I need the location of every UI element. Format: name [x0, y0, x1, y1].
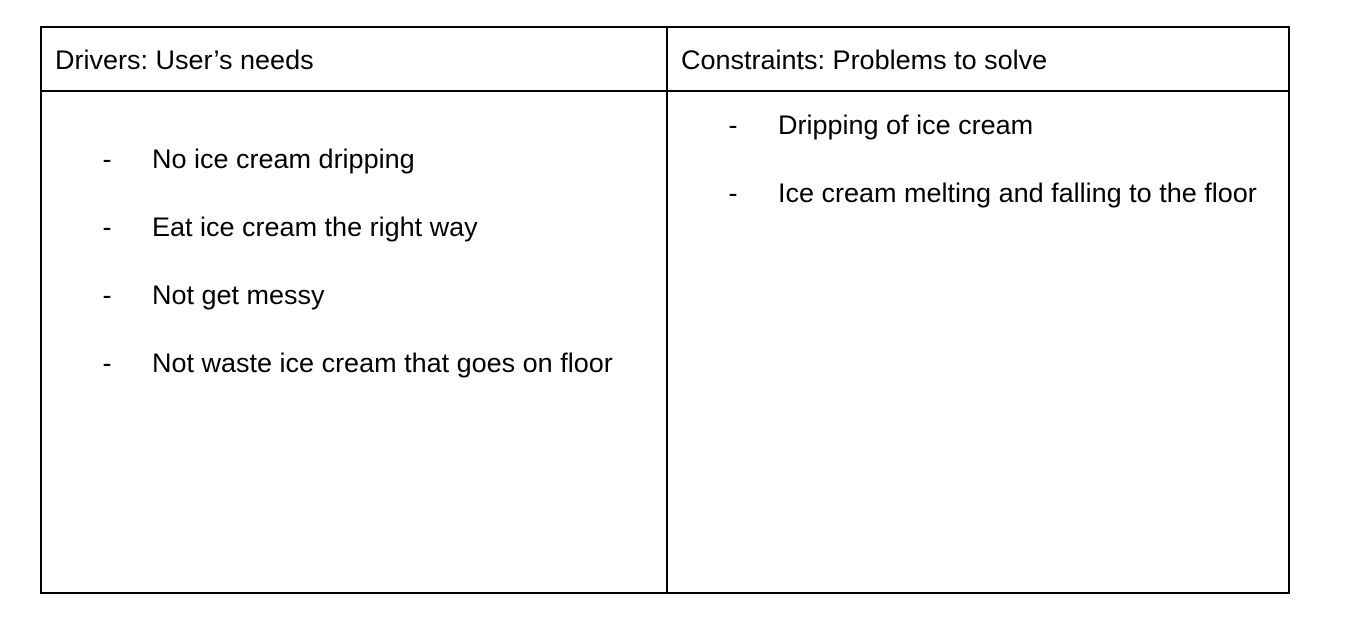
requirements-table	[40, 26, 1290, 594]
list-item-text: Not get messy	[152, 280, 325, 310]
bullet-dash: -	[102, 280, 112, 310]
bullet-dash: -	[102, 212, 112, 242]
list-item	[42, 210, 666, 244]
bullet-dash: -	[102, 348, 112, 378]
constraints-list	[668, 108, 1288, 244]
constraints-body-cell	[668, 92, 1288, 592]
list-item-text: Ice cream melting and falling to the floor	[778, 178, 1257, 208]
bullet-dash: -	[102, 144, 112, 174]
list-item-text: Dripping of ice cream	[778, 110, 1034, 140]
drivers-header: Drivers: User’s needs	[55, 44, 314, 75]
constraints-header-cell	[668, 28, 1288, 92]
list-item	[668, 108, 1288, 142]
list-item	[42, 278, 666, 312]
bullet-dash: -	[728, 110, 738, 140]
list-item	[668, 176, 1288, 210]
constraints-header: Constraints: Problems to solve	[681, 44, 1048, 75]
list-item-text: Eat ice cream the right way	[152, 212, 478, 242]
drivers-body-cell	[42, 92, 668, 592]
drivers-list	[42, 142, 666, 414]
list-item-text: Not waste ice cream that goes on floor	[152, 348, 613, 378]
list-item-text: No ice cream dripping	[152, 144, 415, 174]
list-item	[42, 142, 666, 176]
bullet-dash: -	[728, 178, 738, 208]
list-item	[42, 346, 666, 380]
drivers-header-cell	[42, 28, 668, 92]
